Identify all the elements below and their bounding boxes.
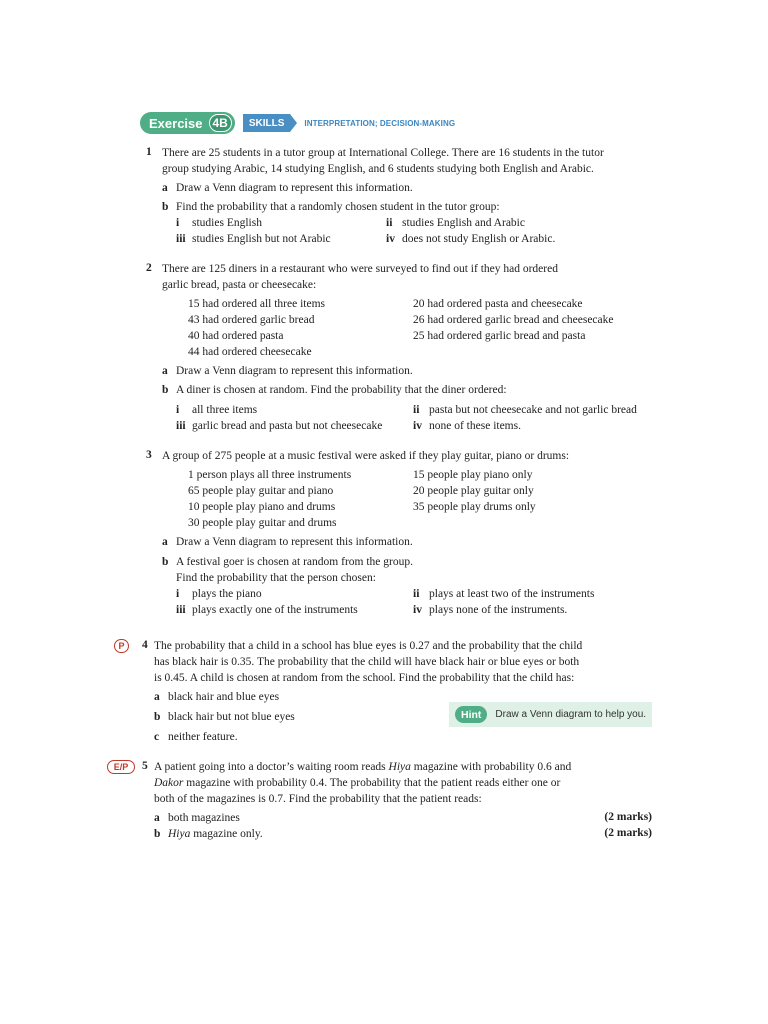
q3-fact-left-2: 65 people play guitar and piano bbox=[188, 485, 334, 497]
skills-description: INTERPRETATION; DECISION-MAKING bbox=[304, 118, 456, 128]
q5-b-text: Hiya magazine only. bbox=[168, 828, 263, 840]
q5-a-text: both magazines bbox=[168, 812, 240, 824]
q4-part-b: b black hair but not blue eyes bbox=[154, 711, 295, 723]
q3-fact-right-3: 35 people play drums only bbox=[413, 501, 536, 513]
hint-label: Hint bbox=[455, 706, 487, 723]
q4-text-line1: The probability that a child in a school has blue eyes is 0.27 and the probability that the child bbox=[154, 640, 583, 652]
q5-text-line3: both of the magazines is 0.7. Find the probability that the patient reads: bbox=[154, 793, 482, 805]
q3-part-ii: ii plays at least two of the instruments bbox=[413, 588, 595, 600]
q1-part-iv: iv does not study English or Arabic. bbox=[386, 233, 556, 245]
hiya-title: Hiya bbox=[388, 761, 411, 773]
q2-fact-left-1: 15 had ordered all three items bbox=[188, 298, 325, 310]
q2-b-text: A diner is chosen at random. Find the probability that the diner ordered: bbox=[176, 384, 507, 396]
skills-tag: SKILLS bbox=[243, 114, 291, 132]
q1-part-iii: iii studies English but not Arabic bbox=[176, 233, 331, 245]
q3-a-label: a bbox=[162, 536, 168, 548]
q3-b-text2: Find the probability that the person chosen: bbox=[176, 572, 376, 584]
q1-text-line2: group studying Arabic, 14 studying English, and 6 students studying both English and Arabic. bbox=[162, 163, 594, 175]
q2-text-line2: garlic bread, pasta or cheesecake: bbox=[162, 279, 317, 291]
q2-fact-right-1: 20 had ordered pasta and cheesecake bbox=[413, 298, 583, 310]
q3-fact-right-2: 20 people play guitar only bbox=[413, 485, 534, 497]
problem-solving-badge: P bbox=[114, 639, 129, 653]
q1-b-label: b bbox=[162, 201, 169, 213]
exercise-label: Exercise bbox=[149, 115, 203, 131]
q4-text-line3: is 0.45. A child is chosen at random from the school. Find the probability that the child has: bbox=[154, 672, 575, 684]
q2-b-label: b bbox=[162, 384, 169, 396]
q3-part-iv: iv plays none of the instruments. bbox=[413, 604, 568, 616]
q1-a-label: a bbox=[162, 182, 168, 194]
q4-number: 4 bbox=[142, 639, 148, 651]
q1-a-text: Draw a Venn diagram to represent this information. bbox=[176, 182, 413, 194]
q4-text-line2: has black hair is 0.35. The probability that the child will have black hair or blue eyes or both bbox=[154, 656, 580, 668]
hint-text: Draw a Venn diagram to help you. bbox=[495, 709, 647, 720]
q3-number: 3 bbox=[146, 449, 152, 461]
q3-b-text: A festival goer is chosen at random from the group. bbox=[176, 556, 413, 568]
exercise-number: 4B bbox=[209, 114, 232, 132]
exercise-badge bbox=[140, 112, 235, 134]
q5-text-line1: A patient going into a doctor’s waiting room reads Hiya magazine with probability 0.6 and bbox=[154, 761, 572, 773]
exam-practice-badge: E/P bbox=[107, 760, 135, 774]
q3-fact-left-4: 30 people play guitar and drums bbox=[188, 517, 337, 529]
q2-text-line1: There are 125 diners in a restaurant who were surveyed to find out if they had ordered bbox=[162, 263, 558, 275]
q3-fact-right-1: 15 people play piano only bbox=[413, 469, 533, 481]
q2-part-i: i all three items bbox=[176, 404, 258, 416]
q3-part-iii: iii plays exactly one of the instruments bbox=[176, 604, 358, 616]
q2-a-text: Draw a Venn diagram to represent this information. bbox=[176, 365, 413, 377]
q3-part-i: i plays the piano bbox=[176, 588, 262, 600]
q1-part-i: i studies English bbox=[176, 217, 262, 229]
q4-part-c: c neither feature. bbox=[154, 731, 238, 743]
q2-fact-right-3: 25 had ordered garlic bread and pasta bbox=[413, 330, 586, 342]
q2-part-iv: iv none of these items. bbox=[413, 420, 521, 432]
q2-fact-right-2: 26 had ordered garlic bread and cheesecake bbox=[413, 314, 614, 326]
q5-a-label: a bbox=[154, 812, 160, 824]
q1-b-text: Find the probability that a randomly chosen student in the tutor group: bbox=[176, 201, 500, 213]
q1-text-line1: There are 25 students in a tutor group at International College. There are 16 students in the tutor bbox=[162, 147, 604, 159]
hint-box bbox=[449, 702, 652, 727]
q3-text-line1: A group of 275 people at a music festival were asked if they play guitar, piano or drums: bbox=[162, 450, 570, 462]
q1-number: 1 bbox=[146, 146, 152, 158]
dakor-title: Dakor bbox=[154, 777, 184, 789]
q2-fact-left-4: 44 had ordered cheesecake bbox=[188, 346, 312, 358]
q4-part-a: a black hair and blue eyes bbox=[154, 691, 280, 703]
q5-b-marks: (2 marks) bbox=[604, 827, 652, 839]
q5-number: 5 bbox=[142, 760, 148, 772]
q5-text-line2: Dakor magazine with probability 0.4. The probability that the patient reads either one or bbox=[154, 777, 561, 789]
q5-b-label: b bbox=[154, 828, 161, 840]
q2-a-label: a bbox=[162, 365, 168, 377]
q2-number: 2 bbox=[146, 262, 152, 274]
q2-fact-left-3: 40 had ordered pasta bbox=[188, 330, 284, 342]
q2-part-iii: iii garlic bread and pasta but not cheesecake bbox=[176, 420, 383, 432]
q3-a-text: Draw a Venn diagram to represent this information. bbox=[176, 536, 413, 548]
exercise-header bbox=[140, 111, 455, 135]
q3-b-label: b bbox=[162, 556, 169, 568]
q5-a-marks: (2 marks) bbox=[604, 811, 652, 823]
q2-fact-left-2: 43 had ordered garlic bread bbox=[188, 314, 315, 326]
q3-fact-left-1: 1 person plays all three instruments bbox=[188, 469, 352, 481]
q3-fact-left-3: 10 people play piano and drums bbox=[188, 501, 336, 513]
q2-part-ii: ii pasta but not cheesecake and not garlic bread bbox=[413, 404, 637, 416]
q1-part-ii: ii studies English and Arabic bbox=[386, 217, 525, 229]
